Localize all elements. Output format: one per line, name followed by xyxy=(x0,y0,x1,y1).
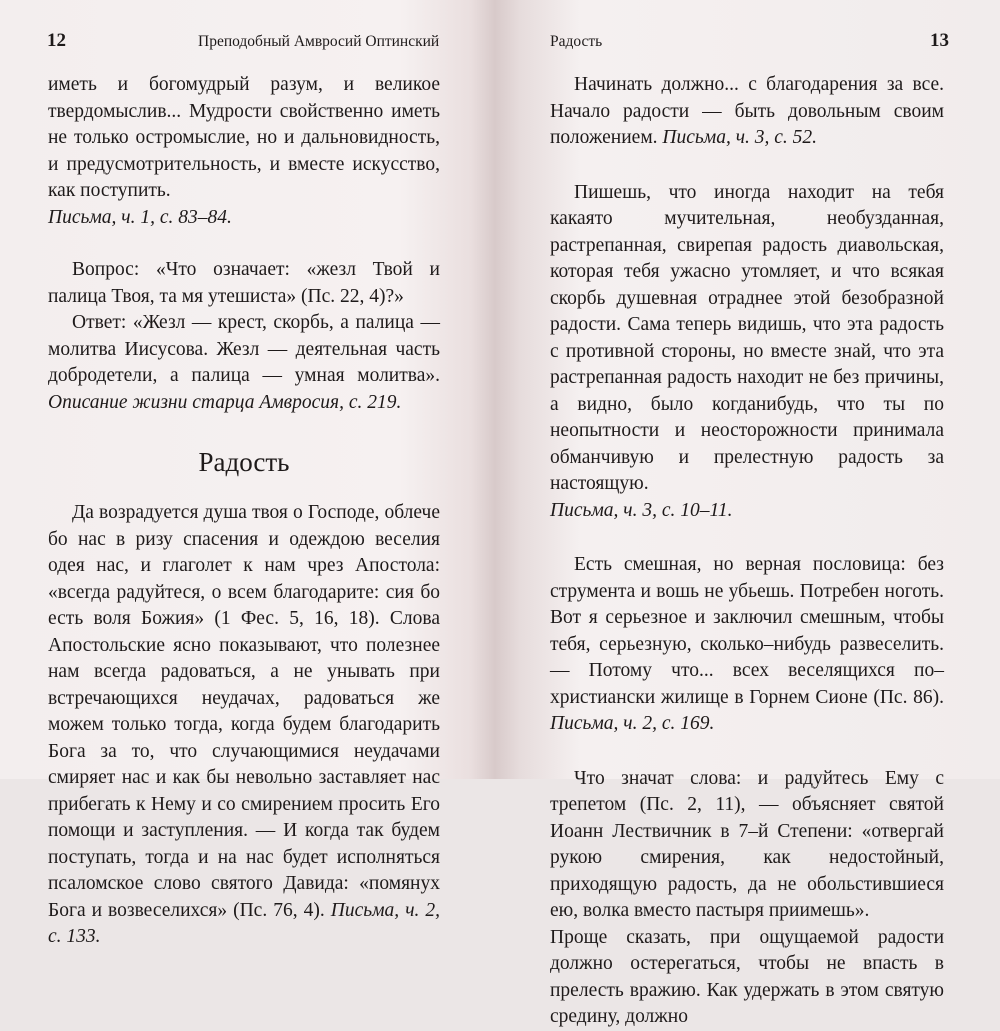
paragraph: Проще сказать, при ощущаемой радости должно остерегаться, чтобы не впасть в прелесть вражию. Как удержать в этом святую средину, должно xyxy=(550,926,944,1027)
left-page xyxy=(0,0,500,947)
citation: Письма, ч. 3, с. 10–11. xyxy=(550,499,733,521)
right-page xyxy=(500,0,1000,1027)
running-head: Радость xyxy=(550,33,603,50)
paragraph: Да возрадуется душа твоя о Господе, облече бо нас в ризу спасения и одеждою веселия одея нас, и глаголет к нам чрез Апостола: «всегда радуйтеся, о всем благодарите: сия бо есть воля Божия» (1 Фес. 5, 16, 18). Слова Апостольские ясно показывают, что полезнее нам всегда радоваться, а не унывать при встречающихся неудачах, радоваться же можем только тогда, когда будем благодарить Бога за то, что случающимися неудачами смиряет нас и как бы невольно заставляет нас прибегать к Нему и со смирением просить Его помощи и заступления. — И когда так будем поступать, тогда и на нас будет исполняться псаломское слово святого Давида: «помянух Бога и возвеселихся» (Пс. 76, 4). Письма, ч. 2, с. 133. xyxy=(48,502,441,947)
paragraph: Пишешь, что иногда находит на тебя какаято мучительная, необузданная, растрепанная, свирепая радость диавольская, которая тебя ужасно утомляет, и что всякая скорбь душевная отраднее этой безобразной радости. Сама теперь видишь, что эта радость с противной стороны, но вместе знай, что эта растрепанная радость находит не без причины, а видно, было когданибудь, что ты по неопытности и неосторожности принимала обманчивую и прелестную радость за настоящую. Письма, ч. 3, с. 10–11. xyxy=(550,181,944,521)
paragraph: Вопрос: «Что означает: «жезл Твой и палица Твоя, та мя утешиста» (Пс. 22, 4)?» xyxy=(48,259,440,307)
paragraph: Что значат слова: и радуйтесь Ему с трепетом (Пс. 2, 11), — объясняет святой Иоанн Лествичник в 7–й Степени: «отвергай рукою смирения, как недостойный, приходящую радость, да не обольстившиеся ею, волка вместо пастыря приимешь». xyxy=(550,767,944,921)
page-number: 12 xyxy=(47,30,66,51)
paragraph: иметь и богомудрый разум, и великое твердомыслив... Мудрости свойственно иметь не только остромыслие, но и дальновидность, и предусмотрительность, и вместе искусство, как поступить. Письма, ч. 1, с. 83–84. xyxy=(48,74,440,228)
page-number: 13 xyxy=(930,30,949,51)
paragraph: Начинать должно... с благодарения за все. Начало радости — быть довольным своим положением. Письма, ч. 3, с. 52. xyxy=(550,74,944,148)
citation: Письма, ч. 2, с. 169. xyxy=(550,713,715,734)
paragraph: Есть смешная, но верная пословица: без струмента и вошь не убьешь. Потребен ноготь. Вот я серьезное и заключил смешным, чтобы тебя, серьезную, сколько–нибудь развеселить. — Потому что... всех веселящихся по–христиански жилище в Горнем Сионе (Пс. 86). Письма, ч. 2, с. 169. xyxy=(550,554,944,734)
citation: Письма, ч. 3, с. 52. xyxy=(662,127,818,148)
running-head: Преподобный Амвросий Оптинский xyxy=(198,33,440,50)
right-body-text xyxy=(550,72,944,1031)
paragraph: Ответ: «Жезл — крест, скорбь, а палица — молитва Иисусова. Жезл — деятельная часть добродетели, а палица — умная молитва». Описание жизни старца Амвросия, с. 219. xyxy=(48,312,440,413)
citation: Описание жизни старца Амвросия, с. 219. xyxy=(48,391,402,413)
left-body-text xyxy=(48,72,440,951)
citation: Письма, ч. 1, с. 83–84. xyxy=(48,206,232,228)
citation: Письма, ч. 2, с. 133. xyxy=(48,899,441,947)
section-heading: Радость xyxy=(198,447,290,477)
